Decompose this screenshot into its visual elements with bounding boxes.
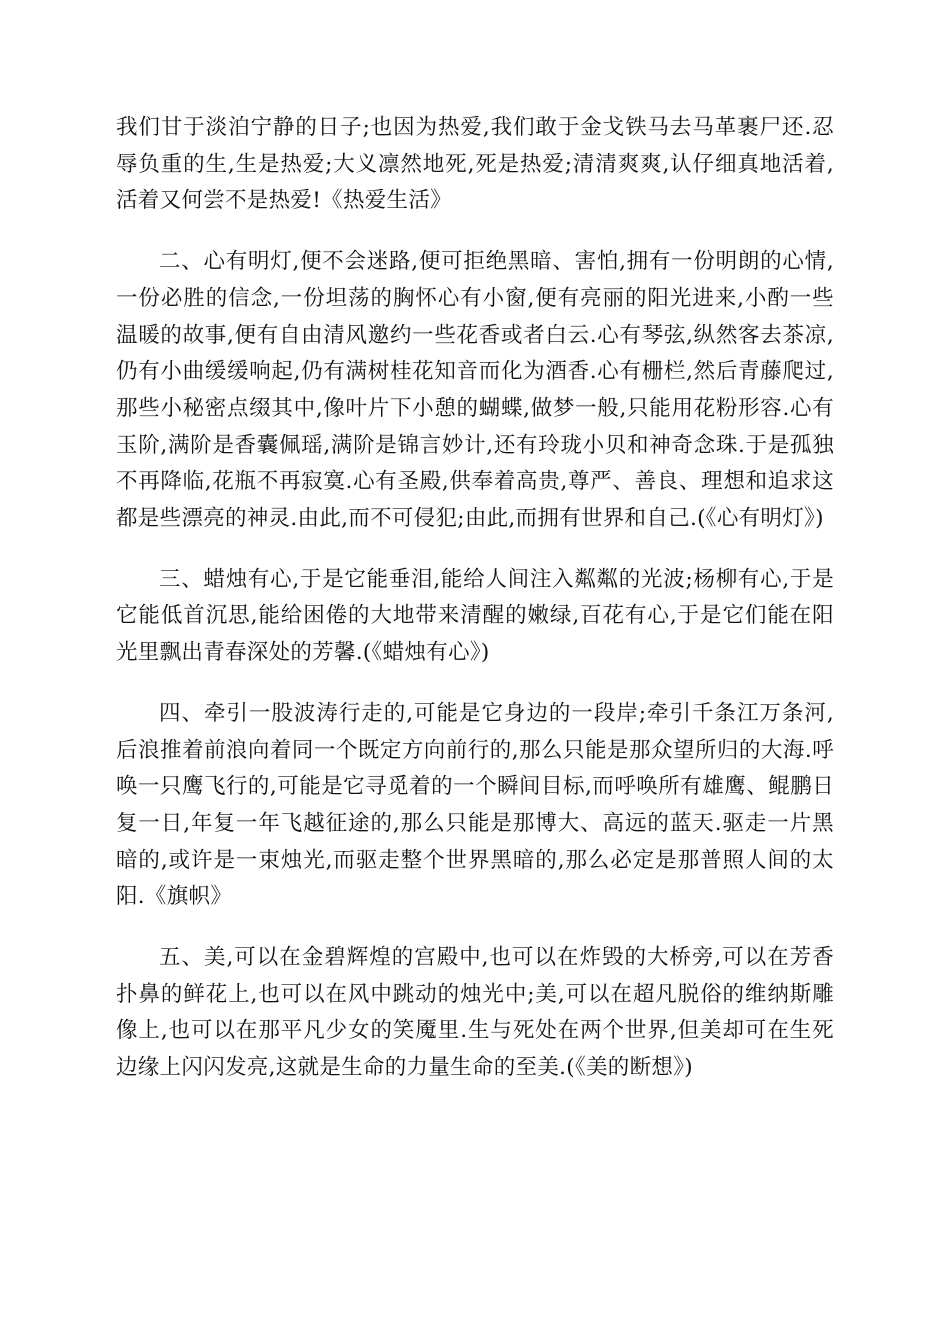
paragraph-beauty: 五、美,可以在金碧辉煌的宫殿中,也可以在炸毁的大桥旁,可以在芳香扑鼻的鲜花上,也可以在风中跳动的烛光中;美,可以在超凡脱俗的维纳斯雕像上,也可以在那平凡少女的笑魇里.生与死处在两个世界,但美却可在生死边缘上闪闪发亮,这就是生命的力量生命的至美.(《美的断想》) [116, 945, 834, 1081]
paragraph-banner: 四、牵引一股波涛行走的,可能是它身边的一段岸;牵引千条江万条河,后浪推着前浪向着同一个既定方向前行的,那么只能是那众望所归的大海.呼唤一只鹰飞行的,可能是它寻觅着的一个瞬间目标,而呼唤所有雄鹰、鲲鹏日复一日,年复一年飞越征途的,那么只能是那博大、高远的蓝天.驱走一片黑暗的,或许是一束烛光,而驱走整个世界黑暗的,那么必定是那普照人间的太阳.《旗帜》 [116, 700, 834, 910]
paragraph-love-life: 我们甘于淡泊宁静的日子;也因为热爱,我们敢于金戈铁马去马革裹尸还.忍辱负重的生,生是热爱;大义凛然地死,死是热爱;清清爽爽,认仔细真地活着,活着又何尝不是热爱!《热爱生活》 [116, 115, 834, 214]
document-body [116, 110, 834, 1087]
paragraph-bright-lamp: 二、心有明灯,便不会迷路,便可拒绝黑暗、害怕,拥有一份明朗的心情,一份必胜的信念,一份坦荡的胸怀心有小窗,便有亮丽的阳光进来,小酌一些温暖的故事,便有自由清风邀约一些花香或者白云.心有琴弦,纵然客去茶凉,仍有小曲缓缓响起,仍有满树桂花知音而化为酒香.心有栅栏,然后青藤爬过,那些小秘密点缀其中,像叶片下小憩的蝴蝶,做梦一般,只能用花粉形容.心有玉阶,满阶是香囊佩瑶,满阶是锦言妙计,还有玲珑小贝和神奇念珠.于是孤独不再降临,花瓶不再寂寞.心有圣殿,供奉着高贵,尊严、善良、理想和追求这都是些漂亮的神灵.由此,而不可侵犯;由此,而拥有世界和自己.(《心有明灯》) [116, 249, 834, 532]
paragraph-candle: 三、蜡烛有心,于是它能垂泪,能给人间注入粼粼的光波;杨柳有心,于是它能低首沉思,能给困倦的大地带来清醒的嫩绿,百花有心,于是它们能在阳光里飘出青春深处的芳馨.(《蜡烛有心》) [116, 566, 834, 666]
